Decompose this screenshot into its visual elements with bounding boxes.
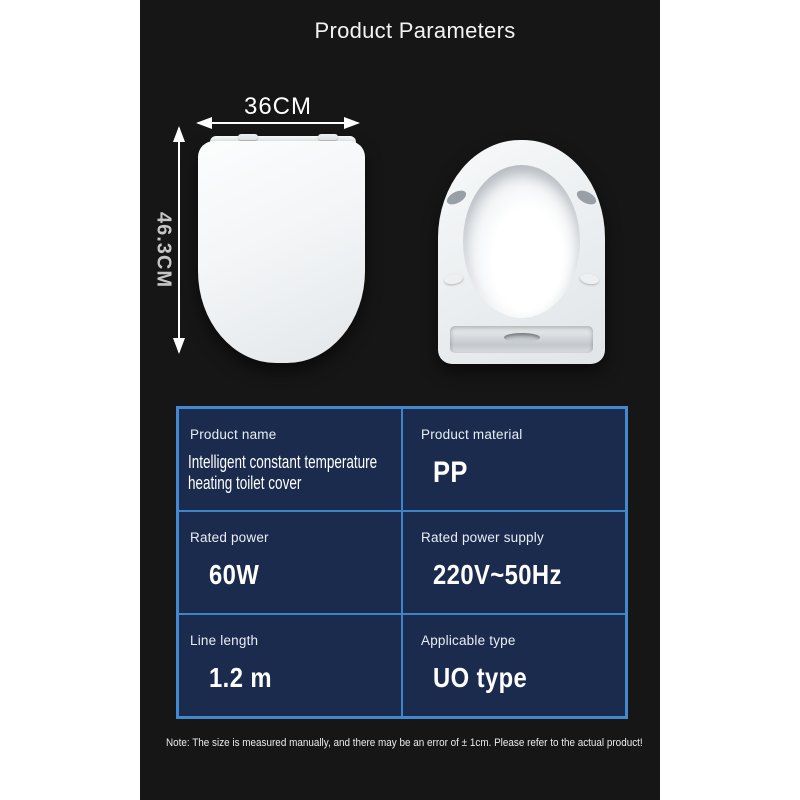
width-dimension-arrow — [198, 122, 358, 124]
hinge-slot — [504, 333, 540, 342]
spec-label: Rated power — [190, 530, 269, 545]
product-photo-seat-underside-view — [438, 140, 605, 364]
spec-label: Rated power supply — [421, 530, 544, 545]
spec-cell-rated-power — [179, 512, 401, 613]
page-title: Product Parameters — [314, 18, 516, 43]
spec-cell-rated-power-supply — [403, 512, 625, 613]
disclaimer-note: Note: The size is measured manually, and there may be an error of ± 1cm. Please refer to the actual product! — [166, 737, 643, 749]
spec-value: Intelligent constant temperature heating toilet cover — [188, 452, 378, 494]
spec-cell-line-length — [179, 615, 401, 716]
spec-value: PP — [433, 456, 468, 489]
spec-cell-product-material — [403, 409, 625, 510]
product-parameters-panel — [140, 0, 660, 800]
spec-cell-product-name — [179, 409, 401, 510]
height-dimension-label: 46.3CM — [152, 211, 175, 289]
spec-value: UO type — [433, 662, 528, 693]
lid-cover-surface — [198, 141, 365, 363]
lid-hinge-tab — [318, 134, 338, 140]
spec-value: 1.2 m — [209, 662, 272, 693]
width-dimension-label: 36CM — [243, 93, 313, 120]
height-dimension-arrow — [178, 128, 180, 352]
lid-hinge-tab — [238, 134, 258, 140]
spec-value: 220V~50Hz — [433, 559, 562, 590]
product-photo-lid-front-view — [198, 135, 365, 363]
seat-opening — [463, 165, 580, 318]
spec-label: Product name — [190, 427, 277, 442]
spec-value: 60W — [209, 559, 260, 590]
seat-hinge-bar — [450, 326, 593, 353]
spec-table — [176, 406, 628, 719]
spec-label: Product material — [421, 427, 523, 442]
spec-label: Line length — [190, 633, 259, 648]
spec-label: Applicable type — [421, 633, 516, 648]
spec-cell-applicable-type — [403, 615, 625, 716]
